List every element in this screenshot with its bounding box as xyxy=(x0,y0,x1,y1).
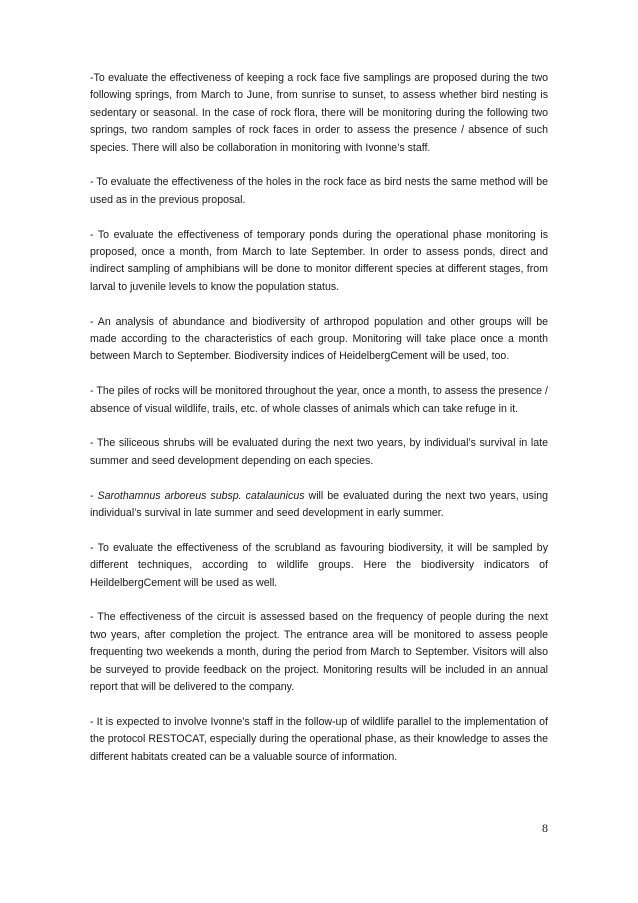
document-body xyxy=(90,70,548,766)
paragraph-arthropods: - An analysis of abundance and biodiversity of arthropod population and other groups will be made according to the characteristics of each group. Monitoring will take place once a month between March to September. Biodiversity indices of HeidelbergCement will be used, too. xyxy=(90,315,548,363)
paragraph-rock-holes: - To evaluate the effectiveness of the holes in the rock face as bird nests the same method will be used as in the previous proposal. xyxy=(90,176,548,206)
paragraph-rock-face: -To evaluate the effectiveness of keeping a rock face five samplings are proposed during the two following springs, from March to June, from sunrise to sunset, to assess whether bird nesting is sedentary or seasonal. In the case of rock flora, there will be monitoring during the following two springs, two random samples of rock faces in order to assess the presence / absence of such species. There will also be collaboration in monitoring with Ivonne’s staff. xyxy=(90,72,548,154)
paragraph-sarothamnus-prefix: - xyxy=(90,489,98,502)
paragraph-sarothamnus-text: will be evaluated during the next two years, using individual’s survival in late summer and seed development in early summer. xyxy=(90,489,548,520)
paragraph-circuit: - The effectiveness of the circuit is assessed based on the frequency of people during the next two years, after completion the project. The entrance area will be monitored to assess people frequenting two weekends a month, during the period from March to September. Visitors will also be surveyed to provide feedback on the project. Monitoring results will be included in an annual report that will be delivered to the company. xyxy=(90,611,548,694)
paragraph-scrubland: - To evaluate the effectiveness of the scrubland as favouring biodiversity, it will be sampled by different techniques, according to wildlife groups. Here the biodiversity indicators of HeildelbergCement will be used as well. xyxy=(90,541,548,589)
paragraph-rock-piles: - The piles of rocks will be monitored throughout the year, once a month, to assess the presence / absence of visual wildlife, trails, etc. of whole classes of animals which can take refuge in it. xyxy=(90,385,548,415)
paragraph-sarothamnus xyxy=(90,488,548,523)
paragraph-ivonne-staff: - It is expected to involve Ivonne’s staff in the follow-up of wildlife parallel to the implementation of the protocol RESTOCAT, especially during the operational phase, as their knowledge to asses the different habitats created can be a valuable source of information. xyxy=(90,715,548,763)
paragraph-temporary-ponds: - To evaluate the effectiveness of temporary ponds during the operational phase monitoring is proposed, once a month, from March to late September. In order to assess ponds, direct and indirect sampling of amphibians will be done to monitor different species at different stages, from larval to juvenile levels to know the population status. xyxy=(90,228,548,293)
species-name: Sarothamnus arboreus subsp. catalaunicus xyxy=(97,489,305,502)
page-number: 8 xyxy=(542,821,548,835)
paragraph-siliceous-shrubs: - The siliceous shrubs will be evaluated during the next two years, by individual’s survival in late summer and seed development depending on each species. xyxy=(90,437,548,467)
